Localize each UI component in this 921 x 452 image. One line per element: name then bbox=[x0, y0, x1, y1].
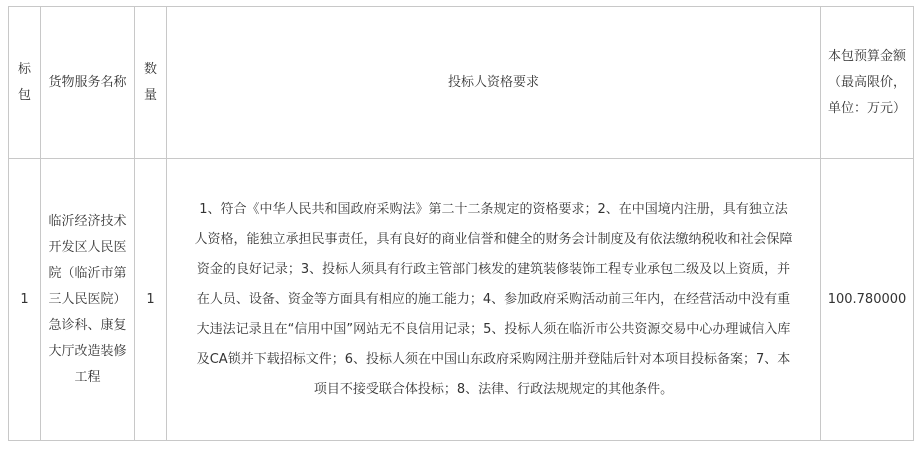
item-name-cell bbox=[41, 159, 135, 441]
quantity-value: 1 bbox=[146, 291, 155, 307]
budget-value: 100.780000 bbox=[827, 291, 907, 307]
header-item-name-cell bbox=[41, 7, 135, 159]
header-quantity-cell bbox=[135, 7, 167, 159]
procurement-table bbox=[8, 6, 914, 441]
requirements-cell bbox=[167, 159, 821, 441]
item-name-value: 临沂经济技术开发区人民医院（临沂市第三人民医院）急诊科、康复大厅改造装修工程 bbox=[48, 213, 127, 385]
header-lot: 标包 bbox=[17, 61, 31, 103]
header-requirements: 投标人资格要求 bbox=[447, 74, 539, 90]
lot-cell bbox=[9, 159, 41, 441]
header-budget: 本包预算金额（最高限价，单位：万元） bbox=[828, 48, 907, 116]
quantity-cell bbox=[135, 159, 167, 441]
header-row bbox=[9, 7, 914, 159]
header-item-name: 货物服务名称 bbox=[48, 74, 127, 90]
header-quantity: 数量 bbox=[143, 61, 157, 103]
header-budget-cell bbox=[821, 7, 914, 159]
requirements-value: 1、符合《中华人民共和国政府采购法》第二十二条规定的资格要求；2、在中国境内注册，具有独立法人资格，能独立承担民事责任，具有良好的商业信誉和健全的财务会计制度及有依法缴纳税收和社会保障资金的良好记录；3、投标人须具有行政主管部门核发的建筑装修装饰工程专业承包二级及以上资质，并在人员、设备、资金等方面具有相应的施工能力；4、参加政府采购活动前三年内，在经营活动中没有重大违法记录且在“信用中国”网站无不良信用记录；5、投标人须在临沂市公共资源交易中心办理诚信入库及CA锁并下载招标文件；6、投标人须在中国山东政府采购网注册并登陆后针对本项目投标备案；7、本项目不接受联合体投标；8、法律、行政法规规定的其他条件。 bbox=[194, 201, 793, 397]
table-row bbox=[9, 159, 914, 441]
lot-value: 1 bbox=[20, 291, 29, 307]
budget-cell bbox=[821, 159, 914, 441]
header-lot-cell bbox=[9, 7, 41, 159]
header-requirements-cell bbox=[167, 7, 821, 159]
